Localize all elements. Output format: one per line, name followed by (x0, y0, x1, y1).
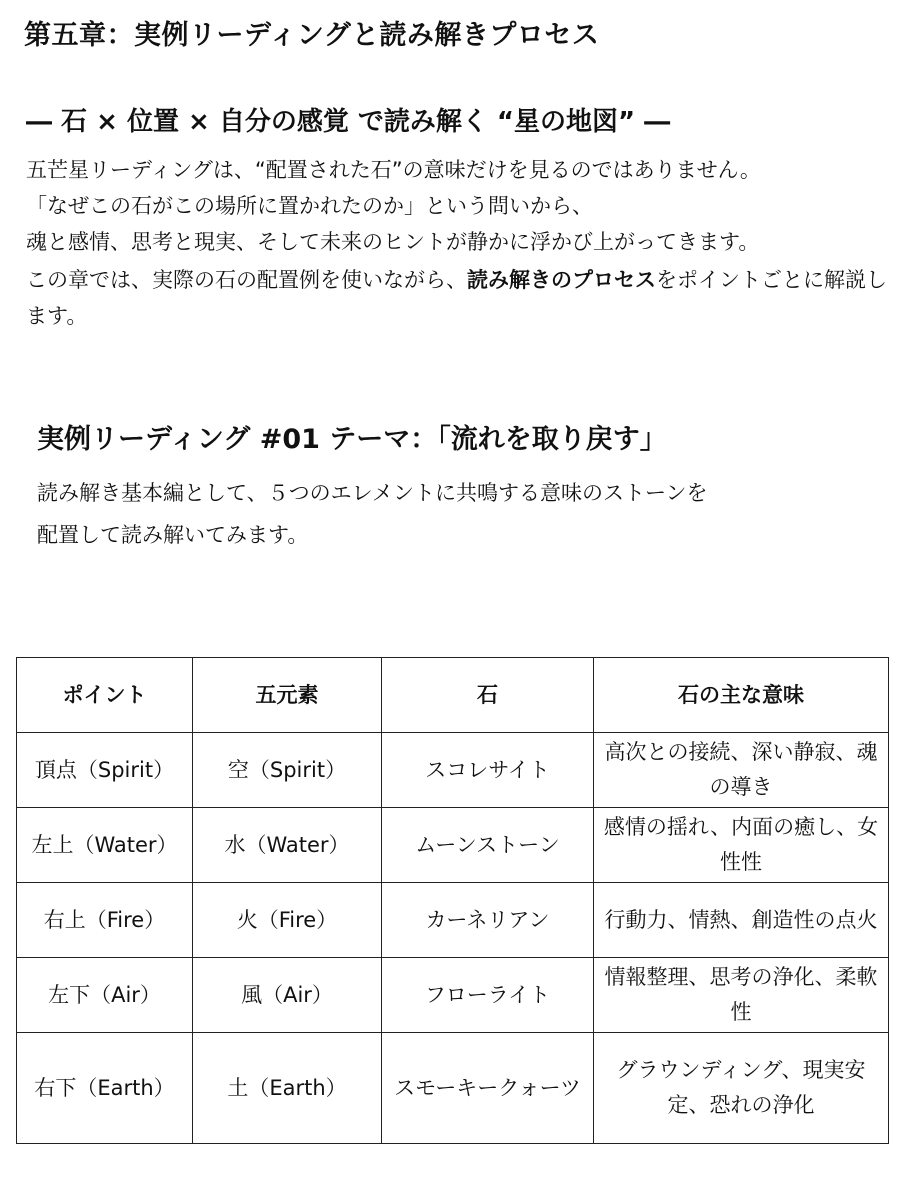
cell-stone: スモーキークォーツ (382, 1033, 594, 1144)
cell-stone: スコレサイト (382, 733, 594, 808)
table-header-row (17, 658, 889, 733)
section-description (37, 472, 897, 556)
intro-text (26, 152, 896, 334)
section-desc-line: 読み解き基本編として、５つのエレメントに共鳴する意味のストーンを (37, 481, 708, 505)
cell-point: 左下（Air） (17, 958, 193, 1033)
header-point: ポイント (17, 658, 193, 733)
table-row (17, 883, 889, 958)
section-title: 実例リーディング #01 テーマ：「流れを取り戻す」 (37, 424, 667, 455)
cell-stone: ムーンストーン (382, 808, 594, 883)
cell-point: 右下（Earth） (17, 1033, 193, 1144)
cell-point: 右上（Fire） (17, 883, 193, 958)
cell-meaning: 高次との接続、深い静寂、魂の導き (594, 733, 889, 808)
intro-text-span: この章では、実際の石の配置例を使いながら、 (26, 268, 467, 292)
cell-stone: カーネリアン (382, 883, 594, 958)
cell-point: 頂点（Spirit） (17, 733, 193, 808)
cell-element: 風（Air） (193, 958, 382, 1033)
intro-bold-phrase: 読み解きのプロセス (467, 268, 656, 292)
intro-line (26, 262, 896, 334)
chapter-title: 第五章：実例リーディングと読み解きプロセス (24, 20, 600, 51)
cell-element: 空（Spirit） (193, 733, 382, 808)
cell-point: 左上（Water） (17, 808, 193, 883)
cell-meaning: 情報整理、思考の浄化、柔軟性 (594, 958, 889, 1033)
chapter-subtitle: ― 石 × 位置 × 自分の感覚 で読み解く “星の地図” ― (26, 107, 671, 137)
cell-element: 土（Earth） (193, 1033, 382, 1144)
section-desc-line: 配置して読み解いてみます。 (37, 523, 309, 547)
header-stone: 石 (382, 658, 594, 733)
intro-line: 魂と感情、思考と現実、そして未来のヒントが静かに浮かび上がってきます。 (26, 230, 760, 254)
intro-line: 「なぜこの石がこの場所に置かれたのか」という問いから、 (26, 194, 593, 218)
stone-placement-table (16, 657, 889, 1144)
cell-meaning: 行動力、情熱、創造性の点火 (594, 883, 889, 958)
table-row (17, 808, 889, 883)
cell-stone: フローライト (382, 958, 594, 1033)
header-element: 五元素 (193, 658, 382, 733)
table-row (17, 1033, 889, 1144)
table-row (17, 958, 889, 1033)
header-meaning: 石の主な意味 (594, 658, 889, 733)
table-row (17, 733, 889, 808)
cell-meaning: 感情の揺れ、内面の癒し、女性性 (594, 808, 889, 883)
cell-element: 火（Fire） (193, 883, 382, 958)
intro-line: 五芒星リーディングは、“配置された石”の意味だけを見るのではありません。 (26, 158, 761, 182)
cell-element: 水（Water） (193, 808, 382, 883)
cell-meaning: グラウンディング、現実安定、恐れの浄化 (594, 1033, 889, 1144)
intro-text-span: をポイントごとに解説します。 (26, 268, 887, 328)
